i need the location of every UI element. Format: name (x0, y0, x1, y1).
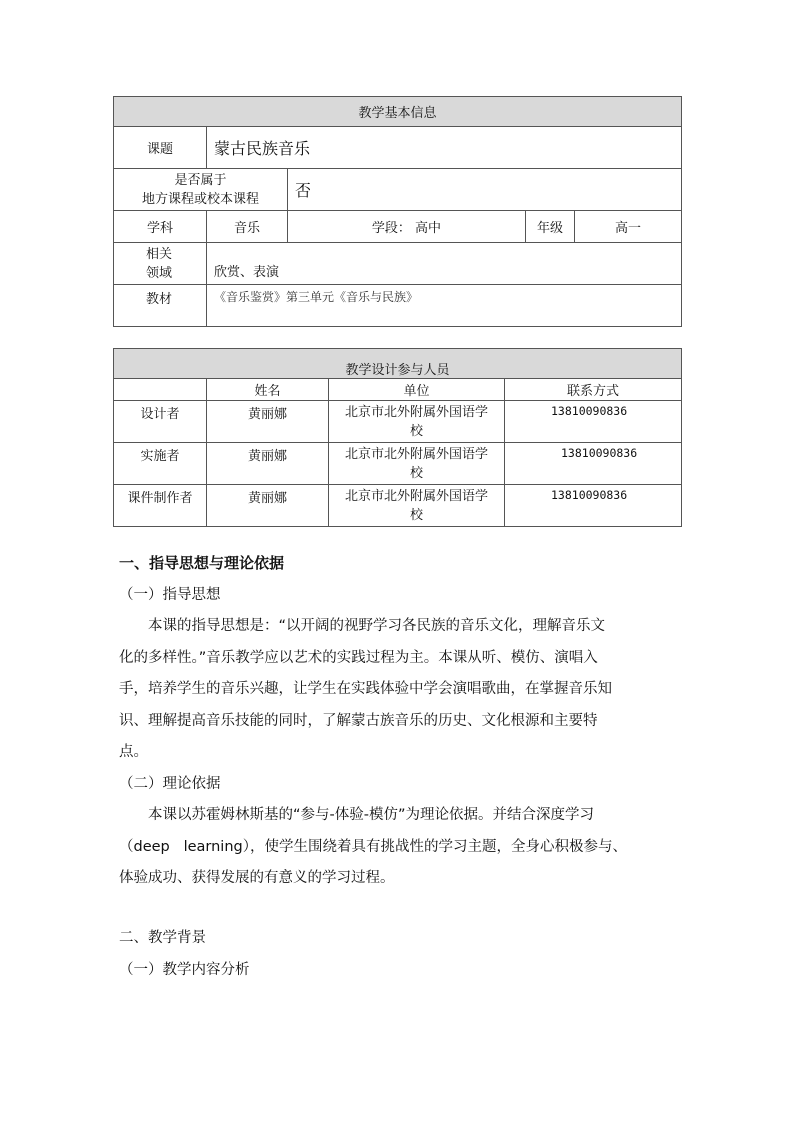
role-cell: 课件制作者 (114, 485, 207, 527)
participants-title: 教学设计参与人员 (114, 349, 682, 379)
subsection-heading: （一）教学内容分析 (119, 961, 250, 978)
local-course-value: 否 (288, 169, 682, 211)
unit-line1: 北京市北外附属外国语学 (344, 447, 488, 462)
unit-cell (329, 401, 505, 443)
local-course-label (114, 169, 288, 211)
paragraph-line: 体验成功、获得发展的有意义的学习过程。 (119, 870, 395, 886)
paragraph-line: 识、理解提高音乐技能的同时，了解蒙古族音乐的历史、文化根源和主要特 (119, 712, 598, 729)
field-value: 欣赏、表演 (207, 243, 682, 285)
unit-line2: 校 (409, 508, 423, 523)
unit-line1: 北京市北外附属外国语学 (344, 405, 488, 420)
unit-cell (329, 485, 505, 527)
name-cell: 黄丽娜 (207, 401, 329, 443)
phone-cell: 13810090836 (505, 443, 682, 485)
header-contact: 联系方式 (505, 379, 682, 401)
phone-cell: 13810090836 (505, 401, 682, 443)
topic-value: 蒙古民族音乐 (207, 127, 682, 169)
paragraph-line: 本课以苏霍姆林斯基的“参与-体验-模仿”为理论依据。并结合深度学习 (148, 807, 594, 823)
table-row (114, 485, 682, 527)
basic-info-table (113, 96, 682, 327)
header-name: 姓名 (207, 379, 329, 401)
local-course-label-line2: 地方课程或校本课程 (141, 191, 259, 207)
stage-value: 学段： 高中 (288, 211, 526, 243)
role-cell: 实施者 (114, 443, 207, 485)
section-heading: 二、教学背景 (119, 930, 206, 946)
table-row (114, 443, 682, 485)
section-1 (119, 548, 679, 895)
grade-value: 高一 (575, 211, 682, 243)
field-label-line1: 相关 (146, 246, 173, 262)
subject-label: 学科 (114, 211, 207, 243)
paragraph-line: （deep learning），使学生围绕着具有挑战性的学习主题，全身心积极参与、 (119, 838, 627, 855)
phone-cell: 13810090836 (505, 485, 682, 527)
grade-label: 年级 (526, 211, 575, 243)
name-cell: 黄丽娜 (207, 485, 329, 527)
paragraph-line: 手，培养学生的音乐兴趣，让学生在实践体验中学会演唱歌曲，在掌握音乐知 (119, 681, 612, 697)
participants-table (113, 348, 682, 527)
unit-cell (329, 443, 505, 485)
subsection-heading: （二）理论依据 (119, 775, 221, 792)
unit-line2: 校 (409, 466, 423, 481)
subject-value: 音乐 (207, 211, 288, 243)
unit-line2: 校 (409, 424, 423, 439)
local-course-label-line1: 是否属于 (174, 172, 227, 188)
header-unit: 单位 (329, 379, 505, 401)
textbook-label: 教材 (114, 285, 207, 327)
basic-info-title: 教学基本信息 (114, 97, 682, 127)
field-label (114, 243, 207, 285)
role-cell: 设计者 (114, 401, 207, 443)
subsection-heading: （一）指导思想 (119, 586, 221, 603)
table-row (114, 401, 682, 443)
name-cell: 黄丽娜 (207, 443, 329, 485)
header-role (114, 379, 207, 401)
unit-line1: 北京市北外附属外国语学 (344, 489, 488, 504)
paragraph-line: 本课的指导思想是：“以开阔的视野学习各民族的音乐文化，理解音乐文 (148, 618, 606, 634)
paragraph-line: 点。 (119, 744, 148, 760)
section-heading: 一、指导思想与理论依据 (119, 554, 285, 572)
paragraph-line: 化的多样性。”音乐教学应以艺术的实践过程为主。本课从听、模仿、演唱入 (119, 649, 598, 666)
textbook-value: 《音乐鉴赏》第三单元《音乐与民族》 (207, 285, 682, 327)
section-2 (119, 923, 679, 986)
field-label-line2: 领域 (146, 265, 173, 281)
topic-label: 课题 (114, 127, 207, 169)
